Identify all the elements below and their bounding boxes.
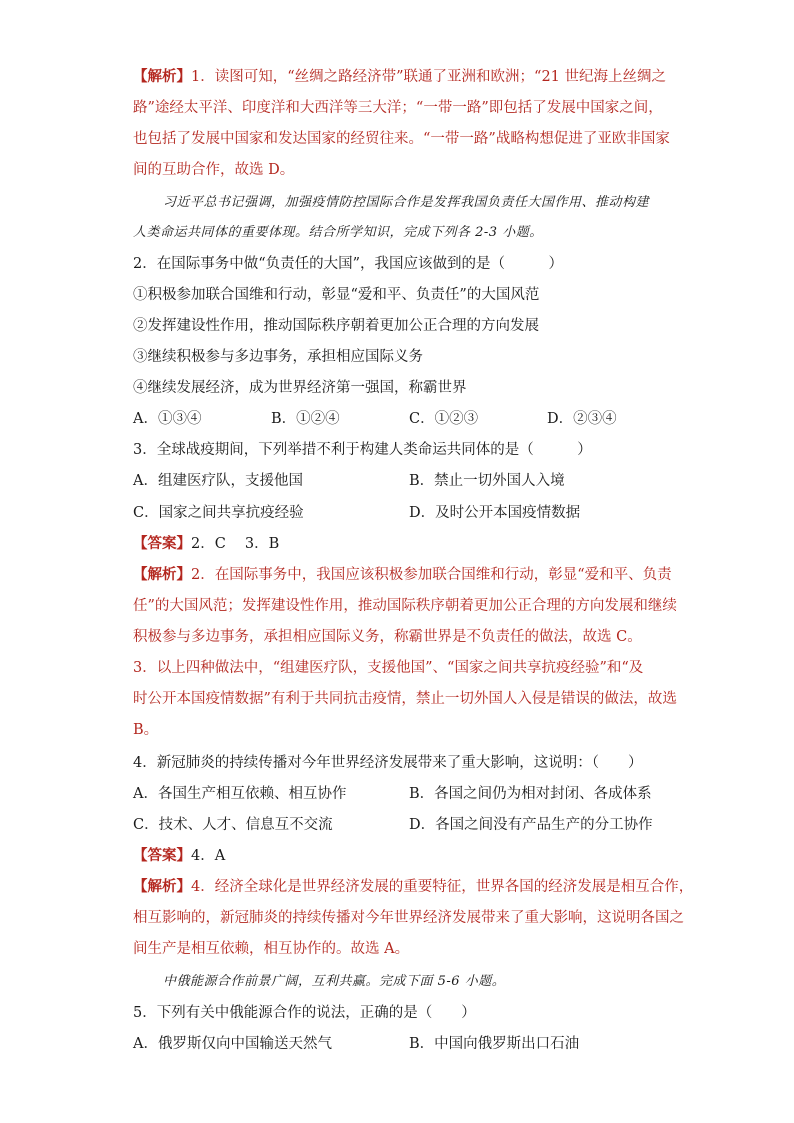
option-a: A．各国生产相互依赖、相互协作 — [133, 786, 347, 802]
analysis-line: 间的互助合作，故选 D。 — [133, 162, 295, 178]
intro-line: 中俄能源合作前景广阔，互利共赢。完成下面 5-6 小题。 — [163, 974, 506, 989]
statement-item: ④继续发展经济，成为世界经济第一强国，称霸世界 — [133, 380, 467, 396]
statement-item: ②发挥建设性作用，推动国际秩序朝着更加公正合理的方向发展 — [133, 318, 539, 334]
analysis-line: B。 — [133, 722, 159, 738]
option-b: B．①②④ — [271, 411, 340, 427]
answer-tag: 【答案】 — [133, 847, 191, 864]
option-a: A．组建医疗队，支援他国 — [133, 473, 303, 489]
analysis-line: 积极参与多边事务，承担相应国际义务，称霸世界是不负责任的做法，故选 C。 — [133, 629, 642, 645]
statement-item: ③继续积极参与多边事务，承担相应国际义务 — [133, 349, 423, 365]
option-b: B．各国之间仍为相对封闭、各成体系 — [409, 786, 652, 802]
analysis-line: 【解析】1．读图可知，“丝绸之路经济带”联通了亚洲和欧洲；“21 世纪海上丝绸之 — [133, 68, 667, 85]
analysis-line: 【解析】2．在国际事务中，我国应该积极参加联合国维和行动，彰显“爱和平、负责 — [133, 566, 672, 583]
analysis-line: 3．以上四种做法中，“组建医疗队，支援他国”、“国家之间共享抗疫经验”和“及 — [133, 660, 644, 676]
analysis-tag: 【解析】 — [133, 68, 191, 85]
question-stem: 3．全球战疫期间，下列举措不利于构建人类命运共同体的是（ ） — [133, 442, 592, 458]
option-d: D．②③④ — [547, 411, 617, 427]
statement-item: ①积极参加联合国维和行动，彰显“爱和平、负责任”的大国风范 — [133, 287, 540, 303]
option-d: D．及时公开本国疫情数据 — [409, 505, 581, 521]
option-c: C．国家之间共享抗疫经验 — [133, 505, 304, 521]
analysis-line: 间生产是相互依赖，相互协作的。故选 A。 — [133, 941, 410, 957]
option-d: D．各国之间没有产品生产的分工协作 — [409, 817, 653, 833]
analysis-line: 路”途经太平洋、印度洋和大西洋等三大洋；“一带一路”即包括了发展中国家之间， — [133, 100, 663, 116]
answer-line: 【答案】4．A — [133, 847, 226, 864]
analysis-tag: 【解析】 — [133, 566, 191, 583]
answer-line: 【答案】2．C 3．B — [133, 535, 280, 552]
question-stem: 2．在国际事务中做“负责任的大国”，我国应该做到的是（ ） — [133, 256, 564, 272]
analysis-line: 相互影响的，新冠肺炎的持续传播对今年世界经济发展带来了重大影响，这说明各国之 — [133, 910, 684, 926]
analysis-line: 任”的大国风范；发挥建设性作用，推动国际秩序朝着更加公正合理的方向发展和继续 — [133, 598, 677, 614]
question-stem: 5．下列有关中俄能源合作的说法，正确的是（ ） — [133, 1005, 476, 1021]
option-c: C．①②③ — [409, 411, 479, 427]
intro-line: 习近平总书记强调，加强疫情防控国际合作是发挥我国负责任大国作用、推动构建 — [163, 195, 650, 210]
option-b: B．中国向俄罗斯出口石油 — [409, 1036, 580, 1052]
analysis-tag: 【解析】 — [133, 878, 191, 895]
analysis-line: 也包括了发展中国家和发达国家的经贸往来。“一带一路”战略构想促进了亚欧非国家 — [133, 131, 670, 147]
intro-line: 人类命运共同体的重要体现。结合所学知识，完成下列各 2-3 小题。 — [133, 225, 543, 240]
option-c: C．技术、人才、信息互不交流 — [133, 817, 333, 833]
option-a: A．俄罗斯仅向中国输送天然气 — [133, 1036, 332, 1052]
analysis-line: 时公开本国疫情数据”有利于共同抗击疫情，禁止一切外国人入侵是错误的做法，故选 — [133, 691, 677, 707]
question-stem: 4．新冠肺炎的持续传播对今年世界经济发展带来了重大影响，这说明：（ ） — [133, 755, 643, 771]
option-b: B．禁止一切外国人入境 — [409, 473, 565, 489]
option-a: A．①③④ — [133, 411, 202, 427]
analysis-line: 【解析】4．经济全球化是世界经济发展的重要特征，世界各国的经济发展是相互合作， — [133, 878, 694, 895]
answer-tag: 【答案】 — [133, 535, 191, 552]
